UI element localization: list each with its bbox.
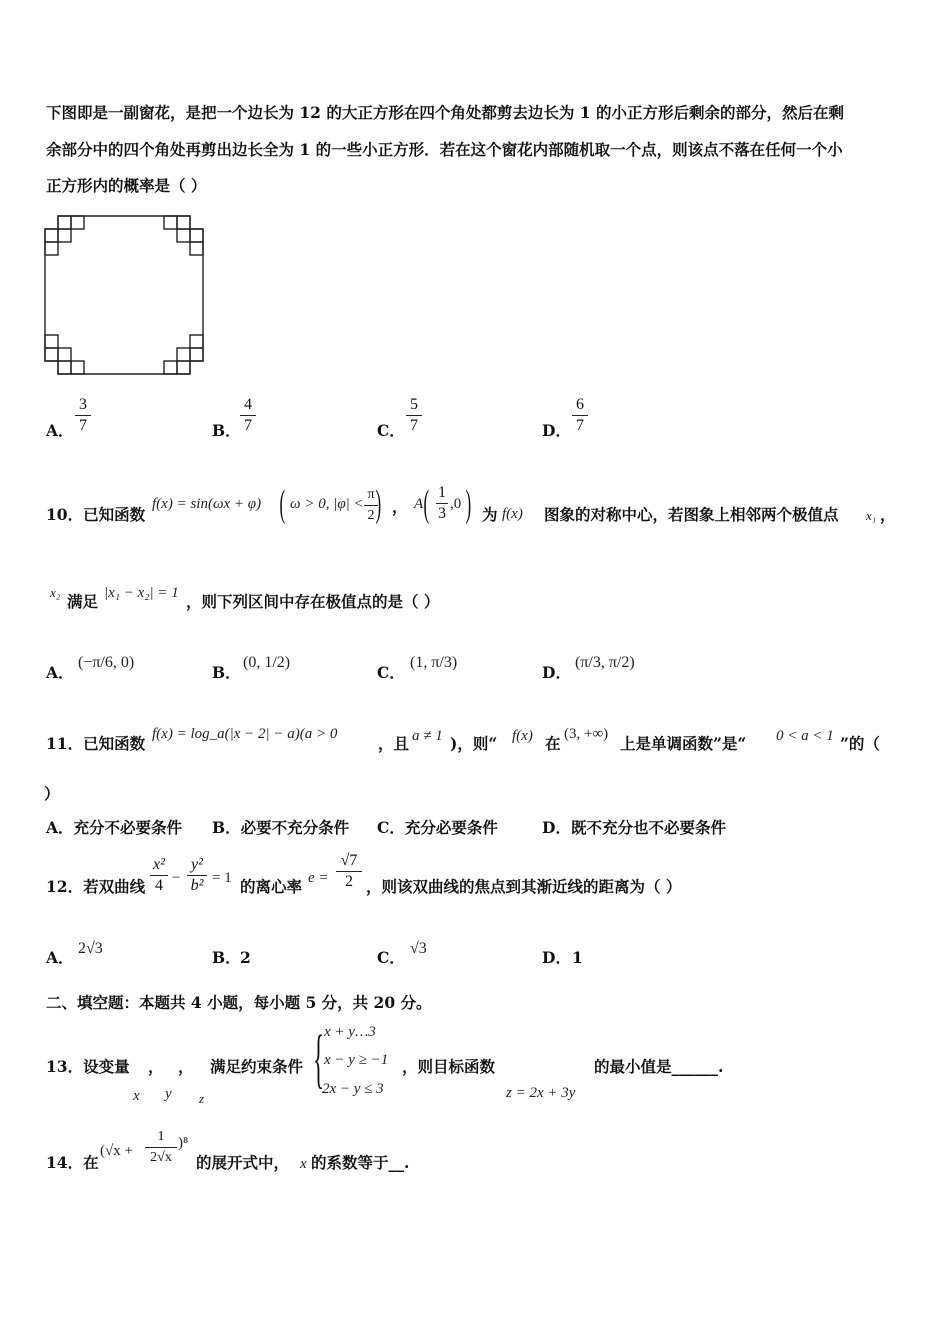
q10-text1: 为 <box>482 505 498 524</box>
q12-y2-over-b2: y² b² <box>187 856 207 895</box>
q12-equals-one: = 1 <box>212 870 232 886</box>
q13-constraint-2: x − y ≥ −1 <box>324 1052 389 1068</box>
q11-close: ） <box>44 784 60 803</box>
q10-condition: ω > 0, |φ| < <box>290 496 364 512</box>
q10-a-left-paren: ( <box>423 483 430 525</box>
q10-one-third: 1 3 <box>438 484 446 522</box>
q12-x2-over-4: x² 4 <box>150 856 168 895</box>
q12-text2: ，则该双曲线的焦点到其渐近线的距离为（ ） <box>366 877 682 896</box>
q12-option-b-content: 2 <box>240 948 251 967</box>
q9-line2: 余部分中的四个角处再剪出边长全为 1 的一些小正方形．若在这个窗花内部随机取一个点，则该点不落在任何一个小 <box>46 140 843 159</box>
q13-text3: 的最小值是______. <box>594 1057 724 1076</box>
q12-sqrt7-over-2: √7 2 <box>336 852 362 891</box>
q11-fx: f(x) <box>512 728 533 744</box>
q14-expr-a: (√x + <box>100 1143 133 1159</box>
q12-option-d-content: 1 <box>572 948 583 967</box>
q12-option-b-label: B． <box>212 948 241 967</box>
q12-option-d-label: D． <box>542 948 571 967</box>
q10-text4: 满足 <box>67 592 99 611</box>
q11-option-b: B．必要不充分条件 <box>212 818 350 837</box>
q9-option-b-fraction: 4 7 <box>240 396 256 435</box>
q11-text2: )，则“ <box>450 734 498 753</box>
q13-text1: 满足约束条件 <box>210 1057 304 1076</box>
q14-x: x <box>300 1156 307 1172</box>
q11-cond: a ≠ 1 <box>412 728 443 744</box>
q13-var-z: z <box>199 1091 205 1106</box>
q10-left-paren: ( <box>279 483 286 525</box>
q10-right-paren: ) <box>375 483 382 525</box>
q14-prefix: 14．在 <box>46 1153 99 1172</box>
q13-brace: { <box>313 1022 325 1095</box>
q12-option-a-content: 2√3 <box>78 940 103 957</box>
q10-fx: f(x) <box>502 506 523 522</box>
q10-option-d-content: (π/3, π/2) <box>575 654 635 671</box>
q11-option-a: A．充分不必要条件 <box>46 818 183 837</box>
q11-text4: 上是单调函数”是“ <box>620 734 747 753</box>
q9-option-b-label: B． <box>212 421 241 440</box>
q13-constraint-1: x + y…3 <box>324 1024 376 1040</box>
q11-text5: ”的（ <box>840 734 880 753</box>
q11-range: 0 < a < 1 <box>776 728 834 744</box>
q11-option-d: D．既不充分也不必要条件 <box>542 818 726 837</box>
q12-option-a-label: A． <box>46 948 74 967</box>
q10-point-a: A <box>414 496 424 512</box>
q10-text2: 图象的对称中心，若图象上相邻两个极值点 <box>544 505 839 524</box>
q10-function: f(x) = sin(ωx + φ) <box>152 496 262 512</box>
q13-var-x: x <box>133 1088 140 1104</box>
q10-a-right-paren: ) <box>465 483 472 525</box>
q10-option-a-content: (−π/6, 0) <box>78 654 135 671</box>
q12-e: e = <box>308 870 329 886</box>
q10-pi-over-2: π 2 <box>364 486 378 525</box>
q9-option-d-label: D． <box>542 421 571 440</box>
q9-option-d-fraction: 6 7 <box>572 396 588 435</box>
q10-text5: ，则下列区间中存在极值点的是（ ） <box>186 592 440 611</box>
q10-abs-condition: |x₁ − x₂| = 1 <box>104 585 179 601</box>
q9-option-a-label: A． <box>46 421 74 440</box>
q10-option-c-label: C． <box>377 663 405 682</box>
q13-objective: z = 2x + 3y <box>506 1085 576 1101</box>
q10-text3: ， <box>880 505 896 524</box>
q10-option-b-label: B． <box>212 663 241 682</box>
q9-option-c-label: C． <box>377 421 405 440</box>
q9-option-c-fraction: 5 7 <box>406 396 422 435</box>
q10-x2: x₂ <box>50 585 61 600</box>
q10-x1: x₁ <box>866 508 877 523</box>
q13-sep2: ， <box>178 1057 194 1076</box>
q13-prefix: 13．设变量 <box>46 1057 130 1076</box>
q13-sep1: ， <box>148 1057 164 1076</box>
q10-option-d-label: D． <box>542 663 571 682</box>
q10-option-a-label: A． <box>46 663 74 682</box>
q14-text1: 的展开式中， <box>196 1153 290 1172</box>
window-flower-figure <box>44 215 208 375</box>
q14-text2: 的系数等于__. <box>311 1153 410 1172</box>
q9-option-a-fraction: 3 7 <box>75 396 91 435</box>
q13-var-y: y <box>165 1086 172 1102</box>
q10-prefix: 10．已知函数 <box>46 505 146 524</box>
q10-option-b-content: (0, 1/2) <box>243 654 291 671</box>
q9-line1: 下图即是一副窗花，是把一个边长为 12 的大正方形在四个角处都剪去边长为 1 的小正方形后剩余的部分，然后在剩 <box>46 103 844 122</box>
q11-interval: (3, +∞) <box>564 726 609 742</box>
q11-option-c: C．充分必要条件 <box>377 818 498 837</box>
q11-prefix: 11．已知函数 <box>46 734 146 753</box>
q12-prefix: 12．若双曲线 <box>46 877 146 896</box>
q14-fraction: 1 2√x <box>145 1128 177 1167</box>
q9-line3: 正方形内的概率是（ ） <box>46 176 207 195</box>
q14-power: )⁸ <box>178 1135 189 1151</box>
q12-text1: 的离心率 <box>240 877 303 896</box>
q10-comma: ， <box>392 497 408 516</box>
q13-text2: ，则目标函数 <box>402 1057 496 1076</box>
q13-constraint-3: 2x − y ≤ 3 <box>322 1081 384 1097</box>
q11-text3: 在 <box>545 734 561 753</box>
q12-option-c-label: C． <box>377 948 405 967</box>
q12-option-c-content: √3 <box>410 940 427 957</box>
q11-function: f(x) = log_a(|x − 2| − a)(a > 0 <box>152 726 338 742</box>
q10-option-c-content: (1, π/3) <box>410 654 458 671</box>
q11-text1: ，且 <box>378 734 410 753</box>
section-2-heading: 二、填空题：本题共 4 小题，每小题 5 分，共 20 分。 <box>46 993 432 1012</box>
q12-minus: − <box>172 870 181 886</box>
q10-a-zero: ,0 <box>450 496 462 512</box>
